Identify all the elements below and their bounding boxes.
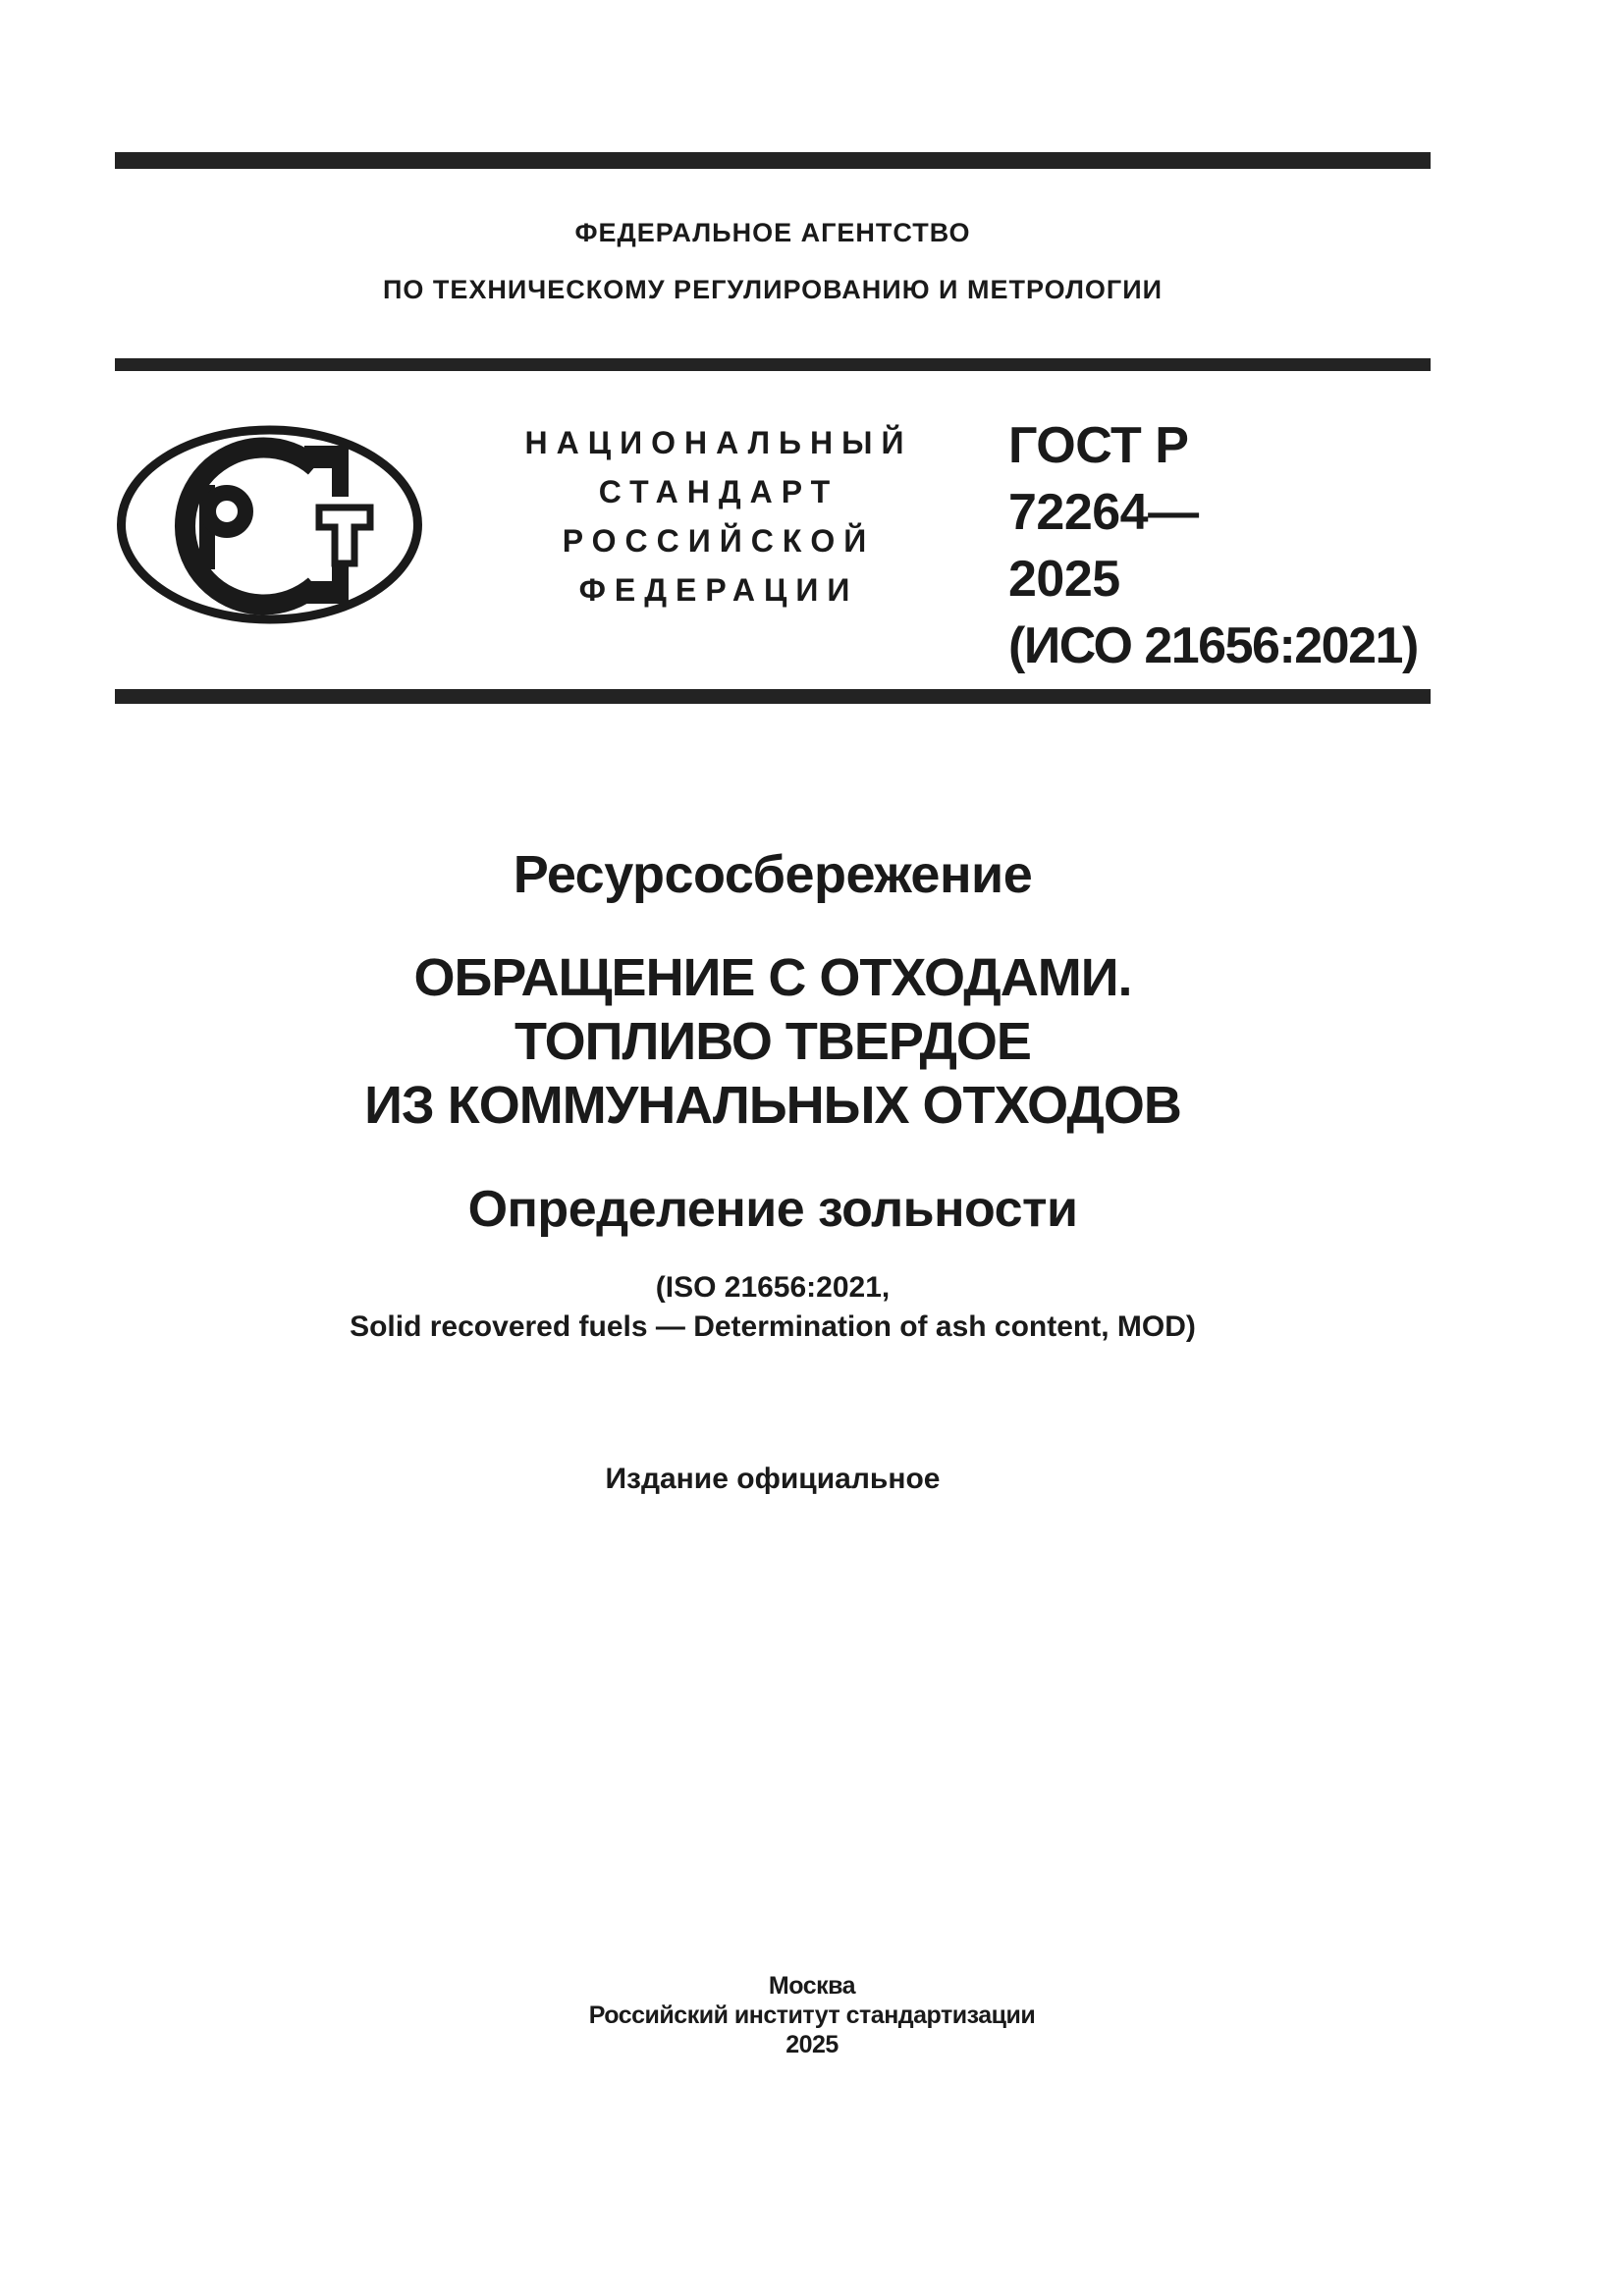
rst-logo-icon — [115, 424, 424, 625]
imprint-block — [0, 1971, 1624, 2059]
agency-name-line1: ФЕДЕРАЛЬНОЕ АГЕНТСТВО — [574, 218, 971, 247]
main-title-line: ИЗ КОММУНАЛЬНЫХ ОТХОДОВ — [364, 1076, 1181, 1135]
standard-type-line: ФЕДЕРАЦИИ — [578, 572, 859, 608]
rst-logo-letter-t — [319, 507, 370, 563]
iso-source-reference-line: (ISO 21656:2021, — [655, 1271, 891, 1304]
standard-type-label — [424, 418, 1013, 614]
rst-logo-letter-r-bowl — [208, 493, 245, 530]
agency-name-line2: ПО ТЕХНИЧЕСКОМУ РЕГУЛИРОВАНИЮ И МЕТРОЛОГИИ — [382, 275, 1164, 304]
main-title-line: ТОПЛИВО ТВЕРДОЕ — [514, 1012, 1031, 1071]
official-edition-note: Издание официальное — [605, 1463, 941, 1495]
designation-year: 2025 — [1008, 551, 1120, 608]
standard-main-title — [115, 946, 1431, 1138]
designation-prefix: ГОСТ Р — [1008, 417, 1189, 474]
main-title-line: ОБРАЩЕНИЕ С ОТХОДАМИ. — [413, 948, 1132, 1007]
masthead-divider-bar — [115, 689, 1431, 704]
imprint-publisher: Российский институт стандартизации — [588, 2002, 1036, 2029]
agency-divider-bar — [115, 358, 1431, 371]
imprint-city: Москва — [768, 1972, 856, 2000]
standard-group-name: Ресурсосбережение — [513, 845, 1033, 904]
designation-number: 72264— — [1008, 484, 1199, 541]
rst-logo-c-top-lip — [332, 446, 349, 497]
standard-type-line: НАЦИОНАЛЬНЫЙ — [524, 425, 913, 460]
designation-iso-reference: (ИСО 21656:2021) — [1008, 617, 1418, 674]
top-divider-bar — [115, 152, 1431, 169]
standard-type-line: СТАНДАРТ — [598, 474, 839, 509]
standard-designation — [1008, 412, 1434, 679]
standard-subtitle: Определение зольности — [467, 1181, 1078, 1238]
imprint-year: 2025 — [785, 2031, 839, 2058]
iso-source-reference — [115, 1268, 1431, 1347]
iso-source-reference-line: Solid recovered fuels — Determination of ash content, MOD) — [350, 1310, 1196, 1343]
standard-type-line: РОССИЙСКОЙ — [562, 523, 876, 559]
